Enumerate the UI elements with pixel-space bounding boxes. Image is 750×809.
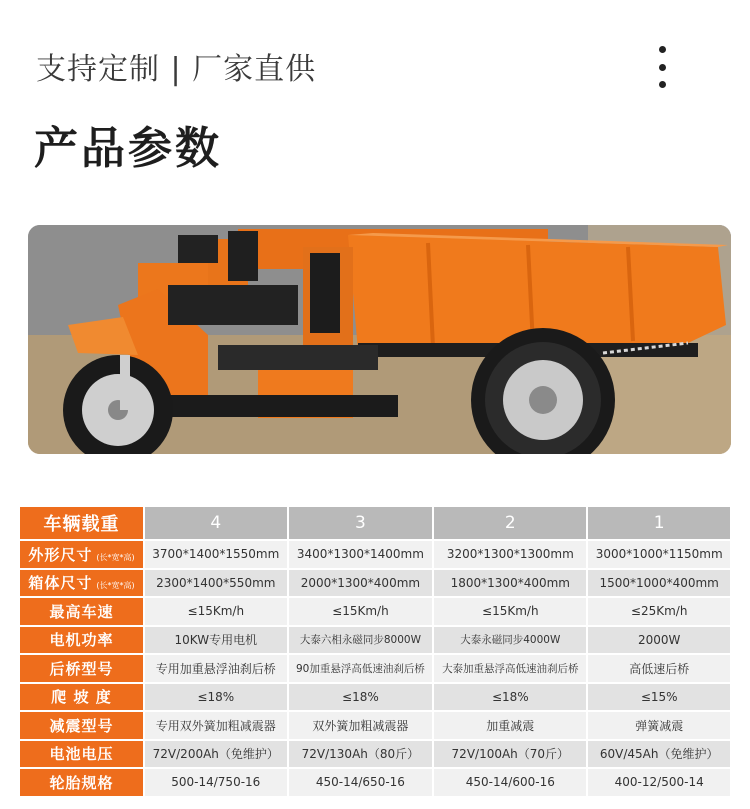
- row-label: [20, 627, 143, 654]
- row-label: [20, 684, 143, 711]
- table-cell: 大泰六相永磁同步8000W: [289, 627, 433, 654]
- table-row: [20, 655, 730, 682]
- table-row: [20, 712, 730, 739]
- menu-dot: [659, 46, 666, 53]
- spec-table: [18, 505, 732, 798]
- table-cell: 400-12/500-14: [588, 769, 730, 796]
- row-label-text: 爬 坡 度: [51, 688, 112, 707]
- table-cell: 专用双外簧加粗减震器: [145, 712, 287, 739]
- table-cell: ≤15Km/h: [434, 598, 586, 625]
- row-label-text: 轮胎规格: [49, 773, 114, 792]
- page-subtitle: 支持定制 | 厂家直供: [36, 52, 317, 87]
- table-cell: 1500*1000*400mm: [588, 570, 730, 597]
- table-cell: 3200*1300*1300mm: [434, 541, 586, 568]
- table-cell: 60V/45Ah（免维护）: [588, 741, 730, 768]
- more-vertical-icon[interactable]: [648, 46, 676, 88]
- table-cell: 3700*1400*1550mm: [145, 541, 287, 568]
- table-row: [20, 684, 730, 711]
- table-cell: ≤18%: [145, 684, 287, 711]
- header-cell: 3: [289, 507, 433, 539]
- table-cell: 1800*1300*400mm: [434, 570, 586, 597]
- table-cell: ≤18%: [289, 684, 433, 711]
- row-label: [20, 741, 143, 768]
- table-row: [20, 627, 730, 654]
- menu-dot: [659, 81, 666, 88]
- header-label: 车辆载重: [20, 507, 143, 539]
- table-row: [20, 598, 730, 625]
- row-label-text: 减震型号: [49, 716, 114, 735]
- product-photo: [28, 225, 731, 454]
- row-label-text: 电池电压: [49, 745, 114, 764]
- tricycle-illustration: [28, 225, 731, 454]
- row-label: [20, 598, 143, 625]
- table-cell: 3000*1000*1150mm: [588, 541, 730, 568]
- table-row: [20, 769, 730, 796]
- row-label: [20, 541, 143, 568]
- table-cell: 大泰加重悬浮高低速油刹后桥: [434, 655, 586, 682]
- table-cell: 2000*1300*400mm: [289, 570, 433, 597]
- table-cell: 弹簧减震: [588, 712, 730, 739]
- table-cell: 2300*1400*550mm: [145, 570, 287, 597]
- table-cell: 90加重悬浮高低速油刹后桥: [289, 655, 433, 682]
- table-cell: 72V/100Ah（70斤）: [434, 741, 586, 768]
- table-cell: 450-14/650-16: [289, 769, 433, 796]
- table-row: [20, 741, 730, 768]
- row-label: [20, 769, 143, 796]
- table-cell: 72V/130Ah（80斤）: [289, 741, 433, 768]
- table-cell: 500-14/750-16: [145, 769, 287, 796]
- table-header-row: [20, 507, 730, 539]
- row-label: [20, 570, 143, 597]
- table-cell: ≤15Km/h: [289, 598, 433, 625]
- menu-dot: [659, 64, 666, 71]
- table-cell: ≤18%: [434, 684, 586, 711]
- row-label-text: 电机功率: [49, 631, 114, 650]
- table-cell: 高低速后桥: [588, 655, 730, 682]
- row-label-note: (长*宽*高): [96, 552, 135, 562]
- table-cell: 2000W: [588, 627, 730, 654]
- table-cell: 专用加重悬浮油刹后桥: [145, 655, 287, 682]
- table-cell: ≤15Km/h: [145, 598, 287, 625]
- table-cell: ≤25Km/h: [588, 598, 730, 625]
- section-title: 产品参数: [34, 123, 222, 174]
- row-label-note: (长*宽*高): [96, 581, 135, 591]
- row-label-text: 外形尺寸: [28, 545, 93, 564]
- table-cell: 72V/200Ah（免维护）: [145, 741, 287, 768]
- table-cell: 3400*1300*1400mm: [289, 541, 433, 568]
- table-cell: 10KW专用电机: [145, 627, 287, 654]
- row-label-text: 最高车速: [49, 602, 114, 621]
- table-row: [20, 541, 730, 568]
- header-cell: 1: [588, 507, 730, 539]
- row-label: [20, 655, 143, 682]
- table-row: [20, 570, 730, 597]
- table-cell: 加重减震: [434, 712, 586, 739]
- header-cell: 2: [434, 507, 586, 539]
- header-cell: 4: [145, 507, 287, 539]
- table-cell: 450-14/600-16: [434, 769, 586, 796]
- row-label: [20, 712, 143, 739]
- row-label-text: 后桥型号: [49, 659, 114, 678]
- table-cell: 大泰永磁同步4000W: [434, 627, 586, 654]
- table-cell: 双外簧加粗减震器: [289, 712, 433, 739]
- table-cell: ≤15%: [588, 684, 730, 711]
- row-label-text: 箱体尺寸: [28, 574, 93, 593]
